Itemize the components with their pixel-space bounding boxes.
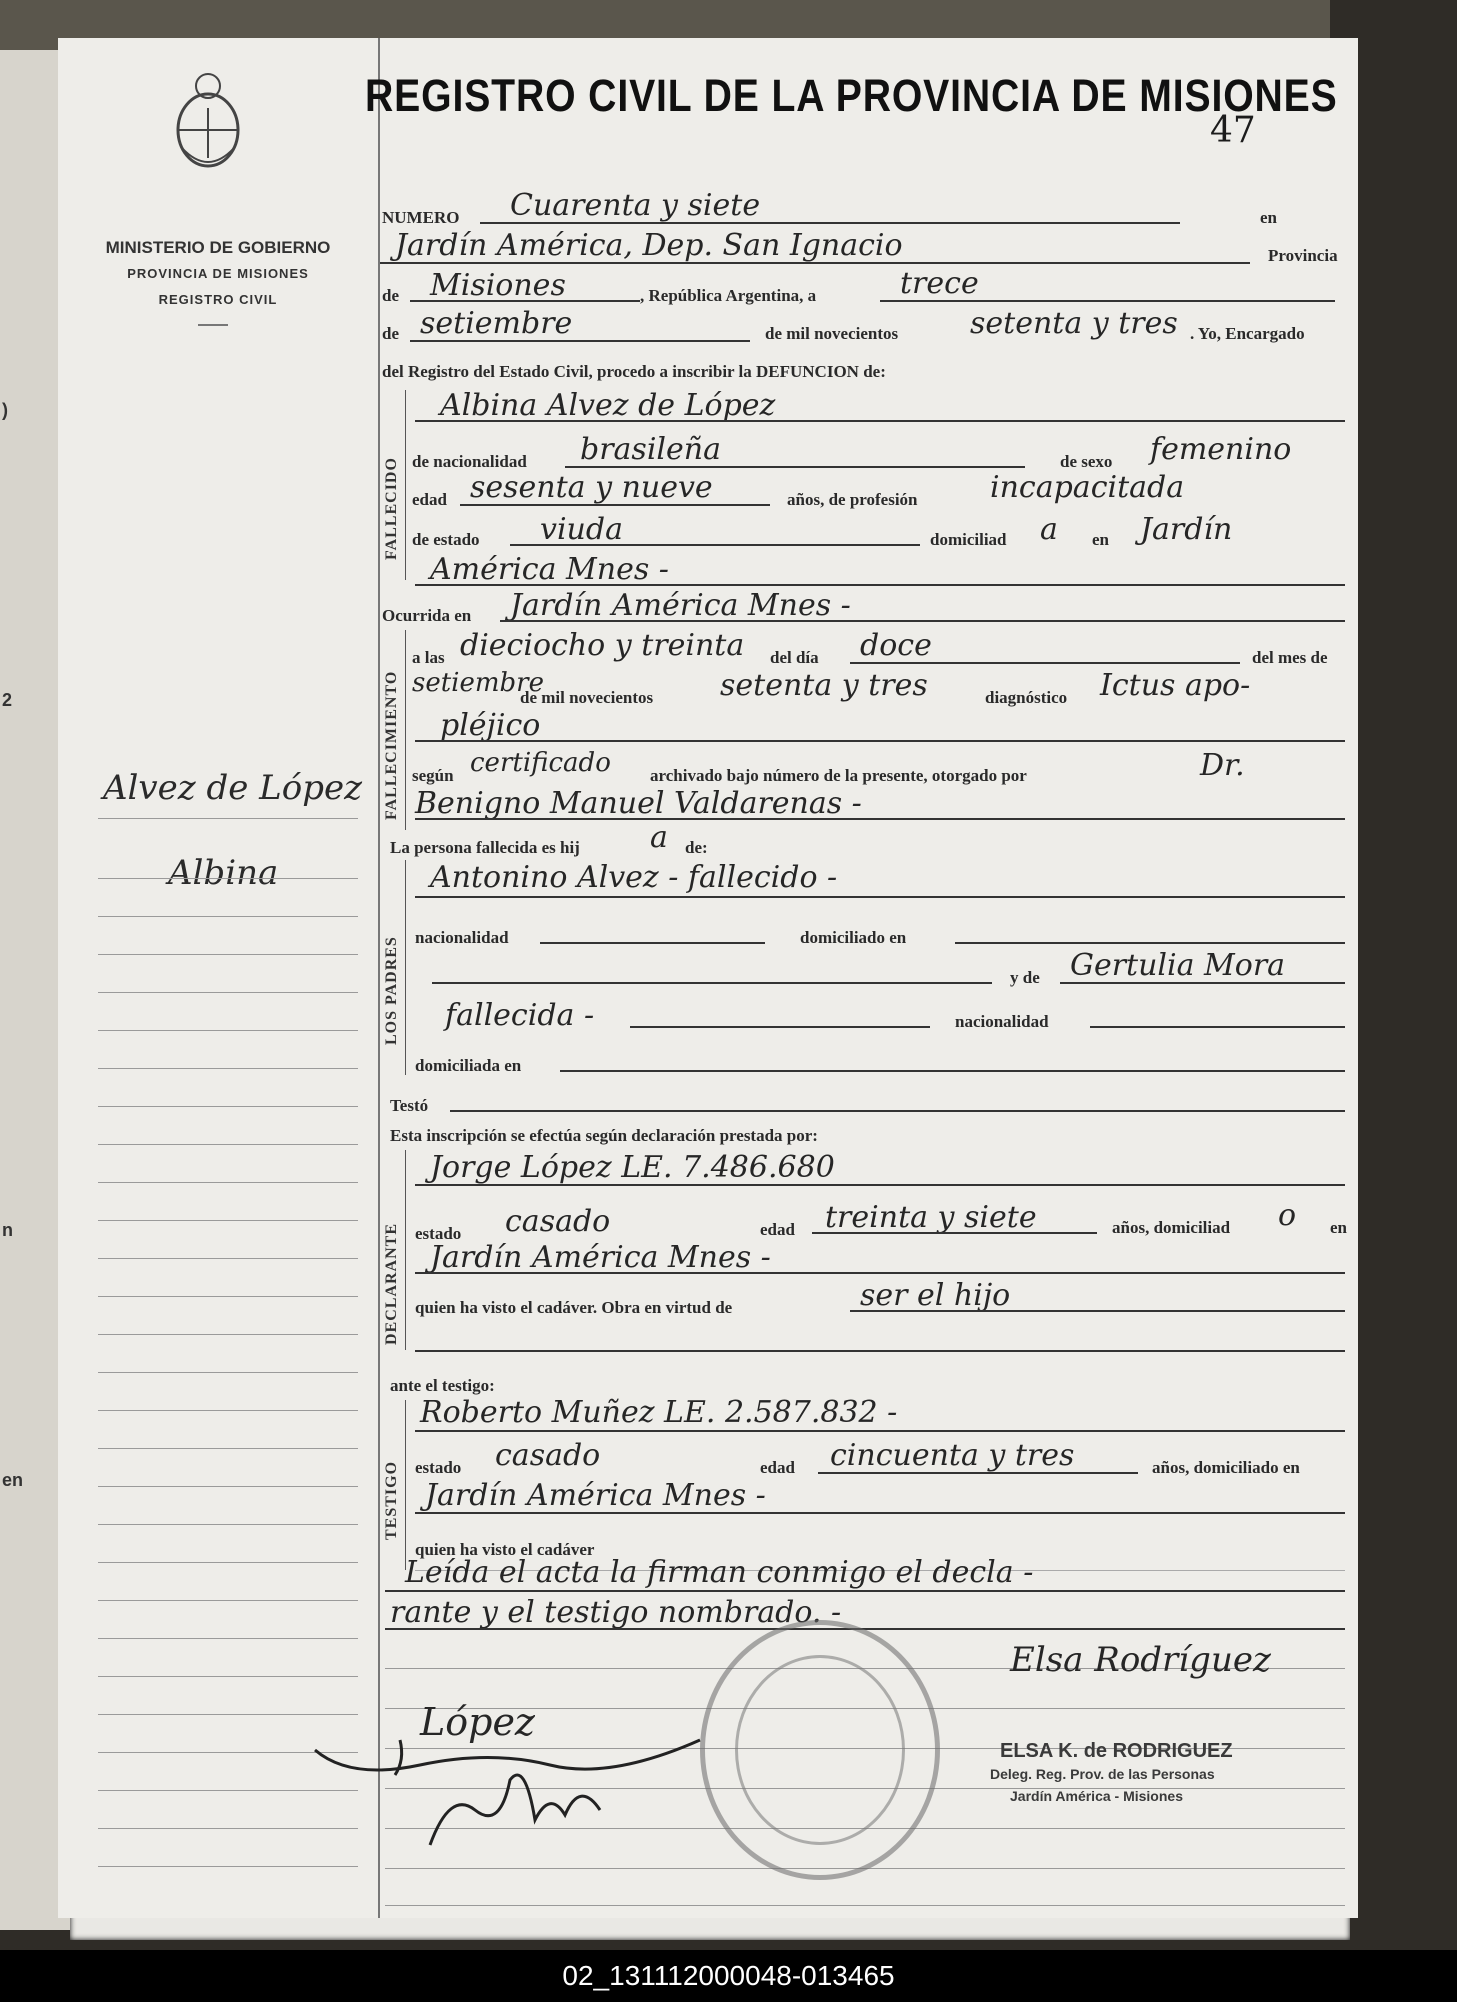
- label-republica: , República Argentina, a: [640, 286, 817, 305]
- label-en-declarante: en: [1330, 1218, 1347, 1237]
- label-segun: según: [412, 766, 454, 785]
- label-sexo: de sexo: [1060, 452, 1113, 471]
- entry-declarante-estado: casado: [505, 1204, 611, 1239]
- label-del-mes: del mes de: [1252, 648, 1328, 667]
- folio-number: 47: [1210, 110, 1256, 151]
- entry-declarante-domicilio: Jardín América Mnes -: [430, 1240, 771, 1275]
- label-numero: NUMERO: [382, 208, 460, 227]
- side-label-fallecimiento: FALLECIMIENTO: [383, 670, 400, 820]
- entry-estado: viuda: [540, 512, 623, 547]
- ministry-label: MINISTERIO DE GOBIERNO: [105, 238, 331, 257]
- province-label: PROVINCIA DE MISIONES: [127, 266, 309, 281]
- official-signature: Elsa Rodríguez: [1010, 1640, 1271, 1680]
- entry-padre: Antonino Alvez - fallecido -: [430, 860, 838, 895]
- entry-nombre: Albina Alvez de López: [440, 388, 776, 423]
- official-stamp: [700, 1620, 940, 1880]
- official-place: Jardín América - Misiones: [1010, 1788, 1183, 1804]
- label-estado: de estado: [412, 530, 480, 549]
- entry-ocurrida: Jardín América Mnes -: [510, 588, 851, 623]
- side-label-declarante: DECLARANTE: [383, 1222, 400, 1345]
- label-de: de: [382, 286, 399, 305]
- label-estado-testigo: estado: [415, 1458, 462, 1477]
- entry-domicilio-sufijo: a: [1040, 512, 1058, 547]
- label-nac-padre: nacionalidad: [415, 928, 509, 947]
- label-testo: Testó: [390, 1096, 429, 1115]
- stub-given-name: Albina: [168, 853, 279, 893]
- entry-madre: Gertulia Mora: [1070, 948, 1286, 983]
- label-nacionalidad-madre: nacionalidad: [955, 1012, 1049, 1031]
- entry-testigo-estado: casado: [495, 1438, 601, 1473]
- label-quien-visto: quien ha visto el cadáver. Obra en virtud de: [415, 1298, 733, 1317]
- label-domiciliado-en: domiciliado en: [800, 928, 907, 947]
- label-de-colon: de:: [685, 838, 708, 857]
- label-y-de: y de: [1010, 968, 1040, 987]
- previous-page-edge: ) 2 n en: [0, 50, 72, 1930]
- label-ocurrida: Ocurrida en: [382, 606, 472, 625]
- label-quien-visto-testigo: quien ha visto el cadáver: [415, 1540, 595, 1559]
- label-nacionalidad: de nacionalidad: [412, 452, 527, 471]
- witness-signature: [310, 1720, 730, 1860]
- label-edad-declarante: edad: [760, 1220, 795, 1239]
- stub-surname: Alvez de López: [103, 768, 363, 808]
- closing-line-1: Leída el acta la firman conmigo el decla -: [405, 1555, 1034, 1590]
- entry-declarante: Jorge López LE. 7.486.680: [430, 1150, 835, 1185]
- side-label-fallecido: FALLECIDO: [383, 457, 400, 560]
- official-name: ELSA K. de RODRIGUEZ: [1000, 1740, 1233, 1762]
- label-anos-profesion: años, de profesión: [787, 490, 918, 509]
- label-inscripcion: Esta inscripción se efectúa según declaración prestada por:: [390, 1126, 818, 1145]
- entry-diagnostico-2: pléjico: [440, 708, 541, 743]
- stub-column: [58, 38, 380, 1918]
- label-en: en: [1260, 208, 1277, 227]
- label-ante-testigo: ante el testigo:: [390, 1376, 495, 1395]
- entry-mes-muerte: setiembre: [412, 668, 544, 698]
- entry-certificado: certificado: [470, 748, 611, 778]
- entry-lugar: Jardín América, Dep. San Ignacio: [395, 228, 903, 263]
- entry-hora: dieciocho y treinta: [460, 628, 745, 663]
- entry-madre-estado: fallecida -: [445, 998, 595, 1033]
- entry-numero: Cuarenta y siete: [510, 188, 761, 223]
- label-diagnostico: diagnóstico: [985, 688, 1068, 707]
- entry-testigo-domicilio: Jardín América Mnes -: [425, 1478, 766, 1513]
- entry-profesion: incapacitada: [990, 470, 1185, 505]
- label-en-domicilio: en: [1092, 530, 1109, 549]
- label-yo: . Yo, Encargado: [1190, 324, 1305, 343]
- entry-declarante-edad: treinta y siete: [825, 1200, 1037, 1235]
- label-a-las: a las: [412, 648, 445, 667]
- coat-of-arms-icon: [168, 68, 248, 178]
- label-edad-testigo: edad: [760, 1458, 795, 1477]
- entry-dia-muerte: doce: [860, 628, 932, 663]
- label-mil-nov: de mil novecientos: [520, 688, 654, 707]
- declarant-signature: López: [420, 1700, 535, 1744]
- label-edad: edad: [412, 490, 447, 509]
- registry-label: REGISTRO CIVIL: [158, 292, 278, 307]
- entry-medico: Dr.: [1200, 748, 1245, 783]
- entry-declarante-dom-sufijo: o: [1278, 1198, 1297, 1233]
- label-de-mes: de: [382, 324, 399, 343]
- entry-sexo: femenino: [1150, 432, 1292, 467]
- entry-hijo-sufijo: a: [650, 820, 668, 855]
- label-persona: La persona fallecida es hij: [390, 838, 580, 857]
- entry-diagnostico: Ictus apo-: [1100, 668, 1251, 703]
- label-del-registro: del Registro del Estado Civil, procedo a inscribir la DEFUNCION de:: [382, 362, 886, 381]
- entry-edad: sesenta y nueve: [470, 470, 713, 505]
- label-anos-dom-testigo: años, domiciliado en: [1152, 1458, 1300, 1477]
- image-caption: 02_131112000048-013465: [0, 1950, 1457, 2002]
- label-provincia: Provincia: [1268, 246, 1338, 265]
- entry-ano-muerte: setenta y tres: [720, 668, 928, 703]
- entry-mes: setiembre: [420, 306, 573, 341]
- side-label-padres: LOS PADRES: [383, 936, 400, 1045]
- entry-declarante-vinculo: ser el hijo: [860, 1278, 1011, 1313]
- entry-ano: setenta y tres: [970, 306, 1178, 341]
- label-de-mil: de mil novecientos: [765, 324, 899, 343]
- document-title: REGISTRO CIVIL DE LA PROVINCIA DE MISIONES: [365, 70, 1338, 121]
- entry-medico-2: Benigno Manuel Valdarenas -: [415, 786, 862, 821]
- entry-nacionalidad: brasileña: [580, 432, 721, 467]
- entry-dia: trece: [900, 266, 979, 301]
- entry-domicilio: Jardín: [1140, 512, 1233, 547]
- closing-line-2: rante y el testigo nombrado. -: [390, 1595, 842, 1630]
- side-label-testigo: TESTIGO: [383, 1460, 400, 1540]
- label-archivado: archivado bajo número de la presente, otorgado por: [650, 766, 1027, 785]
- label-anos-dom-declarante: años, domiciliad: [1112, 1218, 1231, 1237]
- label-domiciliada: domiciliada en: [415, 1056, 522, 1075]
- entry-domicilio-2: América Mnes -: [430, 552, 669, 587]
- label-domicilio: domiciliad: [930, 530, 1007, 549]
- entry-provincia: Misiones: [430, 268, 566, 303]
- label-estado-declarante: estado: [415, 1224, 462, 1243]
- entry-testigo: Roberto Muñez LE. 2.587.832 -: [420, 1395, 898, 1430]
- label-del-dia: del día: [770, 648, 819, 667]
- official-office: Deleg. Reg. Prov. de las Personas: [990, 1766, 1215, 1782]
- entry-testigo-edad: cincuenta y tres: [830, 1438, 1075, 1473]
